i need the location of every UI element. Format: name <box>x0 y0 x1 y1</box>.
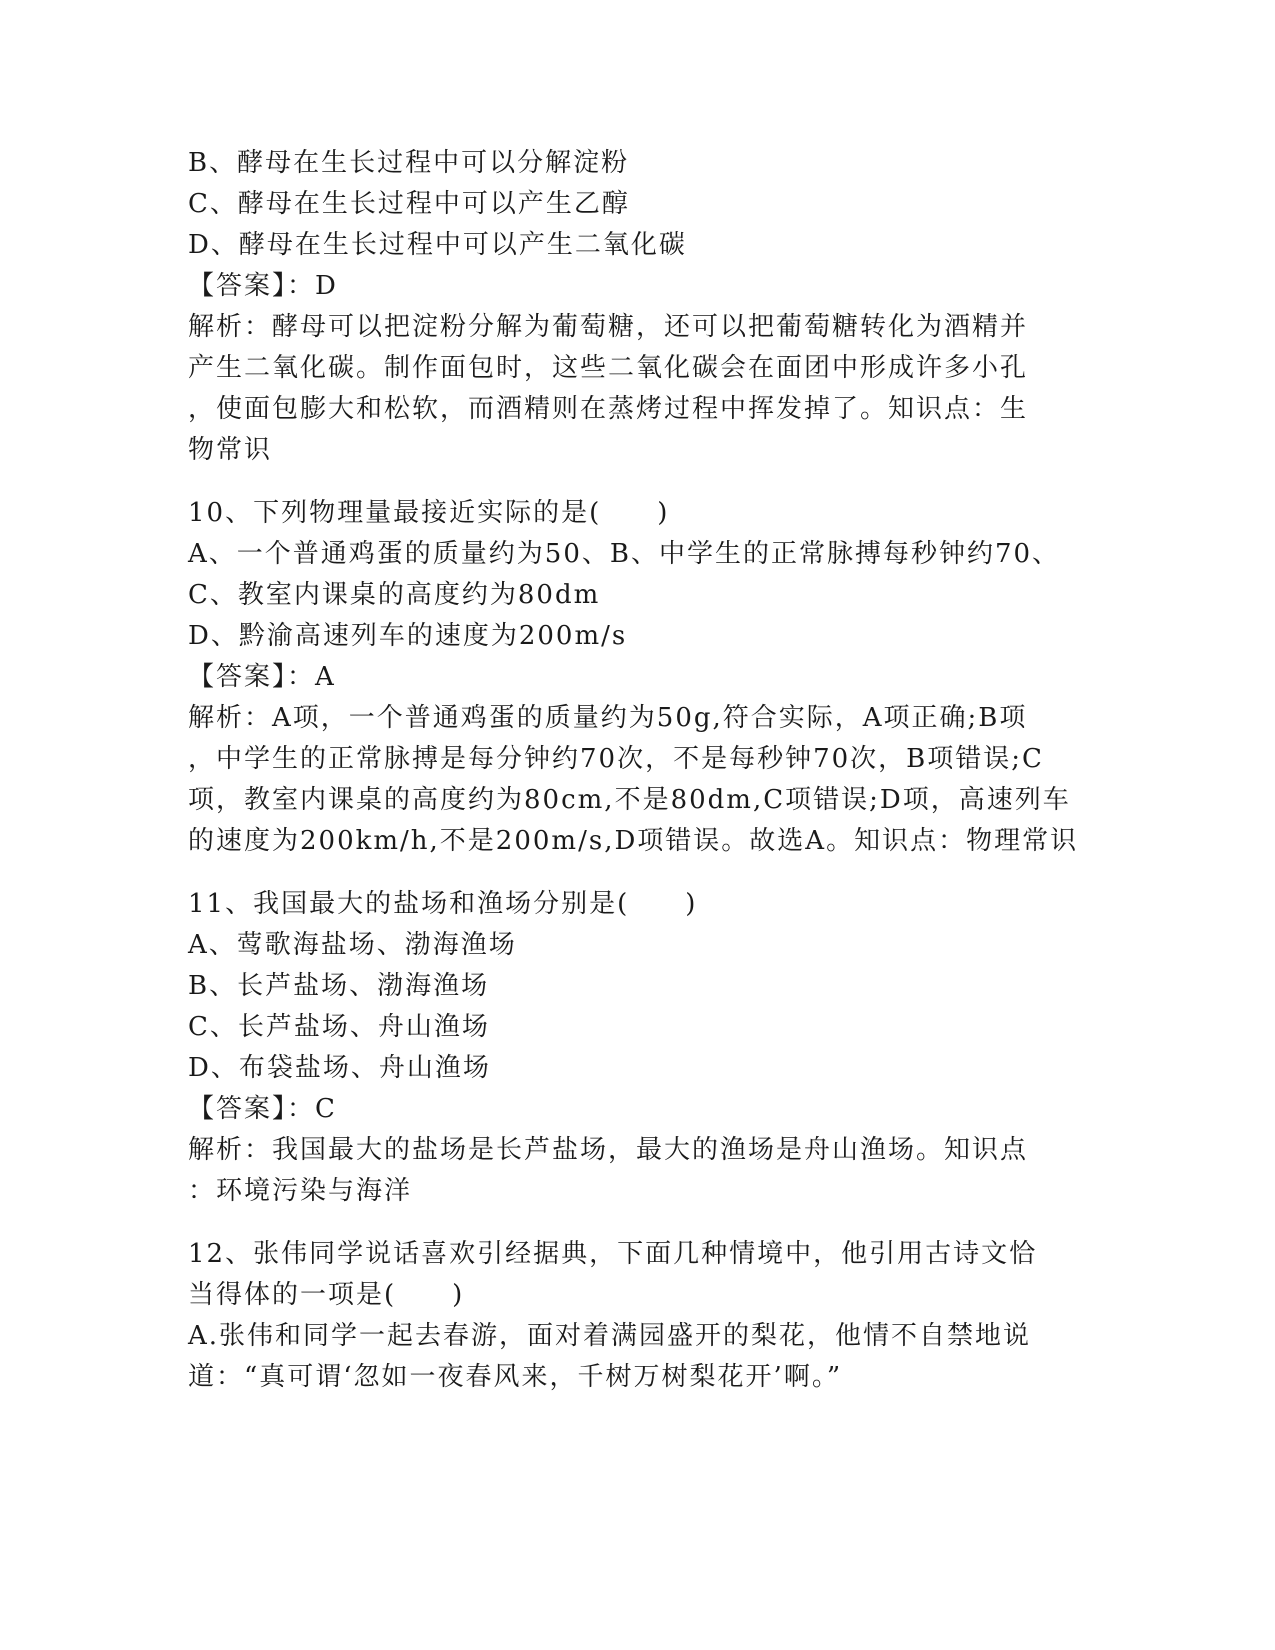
q12-option-a-line: 道：“真可谓‘忽如一夜春风来，千树万树梨花开’啊。” <box>188 1362 843 1392</box>
q10-option-c: C、教室内课桌的高度约为80dm <box>188 580 601 610</box>
q10-analysis-line: 项，教室内课桌的高度约为80cm,不是80dm,C项错误;D项，高速列车 <box>188 785 1071 815</box>
q9-option-b: B、酵母在生长过程中可以分解淀粉 <box>188 148 630 178</box>
q11-option-a: A、莺歌海盐场、渤海渔场 <box>188 930 517 960</box>
q12-question-line: 12、张伟同学说话喜欢引经据典，下面几种情境中，他引用古诗文恰 <box>188 1239 1038 1269</box>
q9-analysis-line: 物常识 <box>188 435 273 465</box>
q10-option-d: D、黔渝高速列车的速度为200m/s <box>188 621 628 651</box>
q9-answer: 【答案】：D <box>188 271 338 301</box>
q10-question: 10、下列物理量最接近实际的是( ) <box>188 498 670 528</box>
q12-question-line: 当得体的一项是( ) <box>188 1280 465 1310</box>
q9-analysis-line: 解析：酵母可以把淀粉分解为葡萄糖，还可以把葡萄糖转化为酒精并 <box>188 312 1029 342</box>
q11-answer: 【答案】：C <box>188 1094 337 1124</box>
q10-answer: 【答案】：A <box>188 662 336 692</box>
q10-option-ab: A、一个普通鸡蛋的质量约为50、B、中学生的正常脉搏每秒钟约70、 <box>188 539 1061 569</box>
q11-option-b: B、长芦盐场、渤海渔场 <box>188 971 490 1001</box>
q9-option-c: C、酵母在生长过程中可以产生乙醇 <box>188 189 630 219</box>
q9-option-d: D、酵母在生长过程中可以产生二氧化碳 <box>188 230 687 260</box>
q10-analysis-line: 解析：A项，一个普通鸡蛋的质量约为50g,符合实际，A项正确;B项 <box>188 703 1028 733</box>
q11-option-d: D、布袋盐场、舟山渔场 <box>188 1053 491 1083</box>
q11-analysis-line: 解析：我国最大的盐场是长芦盐场，最大的渔场是舟山渔场。知识点 <box>188 1135 1029 1165</box>
q11-analysis-line: ：环境污染与海洋 <box>188 1176 413 1206</box>
q11-question: 11、我国最大的盐场和渔场分别是( ) <box>188 889 698 919</box>
q9-analysis-line: ，使面包膨大和松软，而酒精则在蒸烤过程中挥发掉了。知识点：生 <box>188 394 1029 424</box>
q9-analysis-line: 产生二氧化碳。制作面包时，这些二氧化碳会在面团中形成许多小孔 <box>188 353 1029 383</box>
q11-option-c: C、长芦盐场、舟山渔场 <box>188 1012 490 1042</box>
q10-analysis-line: ，中学生的正常脉搏是每分钟约70次，不是每秒钟70次，B项错误;C <box>188 744 1044 774</box>
q10-analysis-line: 的速度为200km/h,不是200m/s,D项错误。故选A。知识点：物理常识 <box>188 826 1079 856</box>
q12-option-a-line: A.张伟和同学一起去春游，面对着满园盛开的梨花，他情不自禁地说 <box>188 1321 1032 1351</box>
